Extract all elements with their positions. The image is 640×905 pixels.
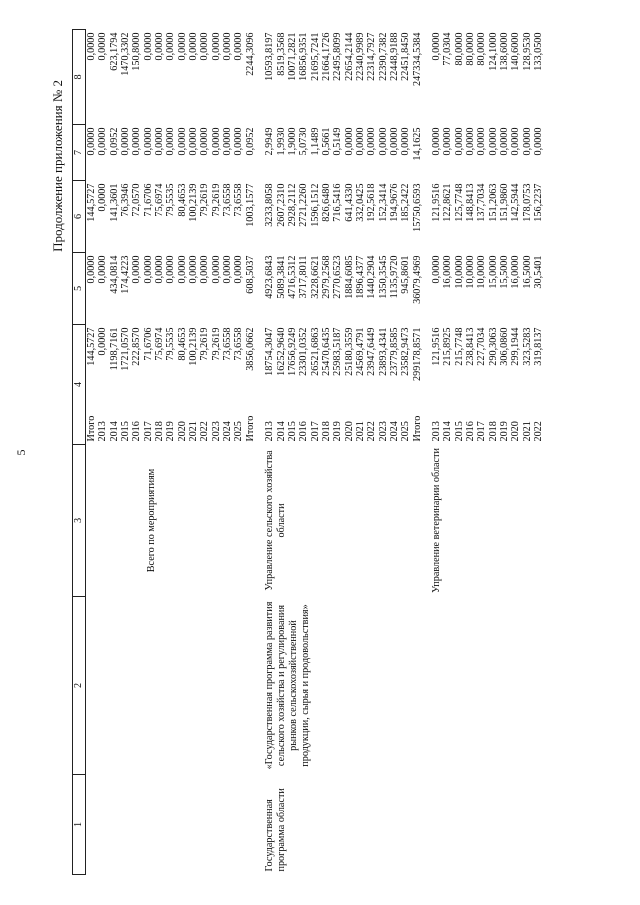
value-cell: 2721,2260 xyxy=(298,183,310,227)
value-cell: 73,6558 xyxy=(222,327,234,361)
value-cell: 80,4653 xyxy=(176,327,188,361)
year-cell: 2018 xyxy=(487,421,499,442)
value-cell: 16252,9640 xyxy=(275,327,287,376)
value-cell: 0,5149 xyxy=(332,127,344,156)
value-cell: 1135,9720 xyxy=(388,255,400,299)
program-name-cell xyxy=(423,597,544,775)
value-cell: 79,5535 xyxy=(165,183,177,217)
value-cell: 36079,4969 xyxy=(411,255,423,304)
value-cell: 0,0000 xyxy=(176,32,188,61)
value-cell: 623,1794 xyxy=(108,32,120,71)
value-cell: 22451,8450 xyxy=(400,32,412,81)
value-cell: 151,2063 xyxy=(487,183,499,222)
value-cell: 100,2139 xyxy=(188,327,200,366)
value-cell: 128,9530 xyxy=(521,32,533,71)
value-cell: 215,7748 xyxy=(453,327,465,366)
value-cell: 22314,7927 xyxy=(366,32,378,81)
value-cell: 1884,6085 xyxy=(343,255,355,299)
value-cell: 15,5000 xyxy=(499,255,511,289)
value-cell: 80,4653 xyxy=(176,183,188,217)
value-cell: 1896,4377 xyxy=(354,255,366,299)
value-cell: 79,5535 xyxy=(165,327,177,361)
value-cell: 0,0000 xyxy=(120,127,132,156)
value-cell: 17656,9249 xyxy=(286,327,298,376)
program-type-cell xyxy=(423,775,544,875)
value-cell: 15750,6593 xyxy=(411,183,423,232)
value-cell: 14,1625 xyxy=(411,127,423,161)
value-cell: 156,2237 xyxy=(533,183,545,222)
value-cell: 0,0000 xyxy=(142,255,154,284)
value-cell: 222,8570 xyxy=(131,327,143,366)
value-cell: 1,1489 xyxy=(309,127,321,156)
appendix-title: Продолжение приложения № 2 xyxy=(50,80,65,252)
value-cell: 0,0000 xyxy=(233,32,245,61)
year-cell: 2015 xyxy=(286,421,298,442)
value-cell: 141,3601 xyxy=(108,183,120,222)
value-cell: 0,0000 xyxy=(154,32,166,61)
year-cell: 2022 xyxy=(533,421,545,442)
value-cell: 0,0000 xyxy=(476,127,488,156)
value-cell: 323,5283 xyxy=(521,327,533,366)
value-cell: 0,0000 xyxy=(199,127,211,156)
year-cell: 2017 xyxy=(476,421,488,442)
value-cell: 10,0000 xyxy=(465,255,476,289)
year-cell: 2023 xyxy=(377,421,389,442)
value-cell: 0,0000 xyxy=(366,127,378,156)
year-cell: 2017 xyxy=(142,421,154,442)
year-cell: 2017 xyxy=(309,421,321,442)
value-cell: 1,9930 xyxy=(275,127,287,156)
value-cell: 0,0000 xyxy=(97,127,109,156)
year-cell: 2016 xyxy=(298,421,310,442)
value-cell: 8519,3568 xyxy=(275,32,287,76)
value-cell: 4923,6843 xyxy=(264,255,276,299)
value-cell: 25180,3559 xyxy=(343,327,355,376)
value-cell: 23582,9473 xyxy=(400,327,412,376)
value-cell: 16856,9351 xyxy=(298,32,310,81)
year-cell: 2013 xyxy=(97,421,109,442)
value-cell: 1350,3545 xyxy=(377,255,389,299)
value-cell: 76,3946 xyxy=(120,183,132,217)
value-cell: 0,0000 xyxy=(487,127,499,156)
value-cell: 247334,5384 xyxy=(411,32,423,86)
year-cell: 2019 xyxy=(499,421,511,442)
value-cell: 121,9516 xyxy=(430,183,442,222)
value-cell: 148,8413 xyxy=(465,183,476,222)
value-cell: 0,0952 xyxy=(108,127,120,156)
value-cell: 0,0000 xyxy=(430,127,442,156)
header-cell: 2 xyxy=(73,597,86,775)
value-cell: 140,6000 xyxy=(510,32,522,71)
year-cell: 2021 xyxy=(354,421,366,442)
value-cell: 79,2619 xyxy=(210,183,222,217)
value-cell: 0,0000 xyxy=(233,255,245,284)
value-cell: 0,0000 xyxy=(533,127,545,156)
year-cell: 2014 xyxy=(108,421,120,442)
value-cell: 0,0000 xyxy=(131,255,143,284)
value-cell: 144,5727 xyxy=(86,327,97,366)
value-cell: 0,0000 xyxy=(222,255,234,284)
value-cell: 1721,0570 xyxy=(120,327,132,371)
value-cell: 24569,4791 xyxy=(354,327,366,376)
value-cell: 5,0730 xyxy=(298,127,310,156)
value-cell: 185,2422 xyxy=(400,183,412,222)
year-cell: 2022 xyxy=(199,421,211,442)
program-name-cell: «Государственная программа развития сельского хозяйства и регулирования рынков сельскохозяйственной продукции, сырья и продовольствия» xyxy=(264,601,312,770)
value-cell: 0,0000 xyxy=(210,127,222,156)
value-cell: 608,5037 xyxy=(244,255,256,294)
value-cell: 826,6480 xyxy=(320,183,332,222)
value-cell: 0,0000 xyxy=(499,127,511,156)
value-cell: 1440,2904 xyxy=(366,255,378,299)
value-cell: 121,9516 xyxy=(430,327,442,366)
year-cell: 2014 xyxy=(275,421,287,442)
value-cell: 434,0814 xyxy=(108,255,120,294)
value-cell: 10,0000 xyxy=(453,255,465,289)
value-cell: 306,0860 xyxy=(499,327,511,366)
value-cell: 0,0000 xyxy=(154,127,166,156)
value-cell: 1,9000 xyxy=(286,127,298,156)
value-cell: 152,3414 xyxy=(377,183,389,222)
value-cell: 0,0000 xyxy=(142,32,154,61)
year-cell: 2021 xyxy=(521,421,533,442)
value-cell: 0,0000 xyxy=(343,127,355,156)
budget-table xyxy=(72,29,544,875)
year-cell: 2014 xyxy=(442,421,454,442)
executor-cell: Всего по мероприятиям xyxy=(146,468,157,573)
value-cell: 80,0000 xyxy=(465,32,476,66)
year-cell: 2020 xyxy=(343,421,355,442)
value-cell: 138,6000 xyxy=(499,32,511,71)
value-cell: 0,5661 xyxy=(320,127,332,156)
value-cell: 0,0000 xyxy=(400,127,412,156)
executor-cell: Управление сельского хозяйства области xyxy=(264,450,288,591)
header-cell: 7 xyxy=(73,125,86,181)
value-cell: 1198,7161 xyxy=(108,327,120,371)
value-cell: 0,0000 xyxy=(97,327,109,356)
value-cell: 144,5727 xyxy=(86,183,97,222)
value-cell: 16,5000 xyxy=(521,255,533,289)
program-type-cell: Государственная программа области xyxy=(264,788,288,872)
value-cell: 22340,9989 xyxy=(354,32,366,81)
value-cell: 133,0500 xyxy=(533,32,545,71)
year-cell: 2023 xyxy=(210,421,222,442)
value-cell: 0,0952 xyxy=(244,127,256,156)
value-cell: 73,6558 xyxy=(222,183,234,217)
year-cell: 2024 xyxy=(388,421,400,442)
value-cell: 23301,0352 xyxy=(298,327,310,376)
value-cell: 0,0000 xyxy=(442,127,454,156)
year-cell: 2018 xyxy=(320,421,332,442)
value-cell: 26521,6863 xyxy=(309,327,321,376)
value-cell: 178,0753 xyxy=(521,183,533,222)
value-cell: 22448,9188 xyxy=(388,32,400,81)
value-cell: 0,0000 xyxy=(97,183,109,212)
value-cell: 299,1944 xyxy=(510,327,522,366)
value-cell: 299178,8571 xyxy=(411,327,423,381)
value-cell: 3856,0662 xyxy=(244,327,256,371)
value-cell: 0,0000 xyxy=(210,32,222,61)
value-cell: 25470,6435 xyxy=(320,327,332,376)
value-cell: 22495,8099 xyxy=(332,32,344,81)
value-cell: 0,0000 xyxy=(86,127,97,156)
value-cell: 0,0000 xyxy=(97,32,109,61)
value-cell: 0,0000 xyxy=(165,255,177,284)
year-cell: 2025 xyxy=(400,421,412,442)
value-cell: 122,8621 xyxy=(442,183,454,222)
value-cell: 80,0000 xyxy=(453,32,465,66)
value-cell: 0,0000 xyxy=(188,32,200,61)
value-cell: 0,0000 xyxy=(188,255,200,284)
year-cell: 2021 xyxy=(188,421,200,442)
value-cell: 10,0000 xyxy=(476,255,488,289)
header-cell: 5 xyxy=(73,253,86,325)
value-cell: 1596,1512 xyxy=(309,183,321,227)
value-cell: 75,6974 xyxy=(154,327,166,361)
year-cell: 2015 xyxy=(453,421,465,442)
value-cell: 0,0000 xyxy=(521,127,533,156)
value-cell: 10071,2821 xyxy=(286,32,298,81)
year-cell: Итого xyxy=(411,415,423,442)
year-cell: 2013 xyxy=(430,421,442,442)
value-cell: 194,9676 xyxy=(388,183,400,222)
value-cell: 0,0000 xyxy=(176,255,188,284)
value-cell: 125,7748 xyxy=(453,183,465,222)
value-cell: 0,0000 xyxy=(86,32,97,61)
value-cell: 30,5401 xyxy=(533,255,545,289)
year-cell: 2020 xyxy=(176,421,188,442)
value-cell: 641,4330 xyxy=(343,183,355,222)
year-cell: 2018 xyxy=(154,421,166,442)
year-cell: 2022 xyxy=(366,421,378,442)
value-cell: 142,5944 xyxy=(510,183,522,222)
value-cell: 22654,2144 xyxy=(343,32,355,81)
value-cell: 238,8413 xyxy=(465,327,476,366)
year-cell: 2013 xyxy=(264,421,276,442)
value-cell: 290,3063 xyxy=(487,327,499,366)
table-row xyxy=(86,30,98,875)
value-cell: 2928,2112 xyxy=(286,183,298,227)
table-row xyxy=(423,30,442,875)
year-cell: Итого xyxy=(244,415,256,442)
value-cell: 2770,6523 xyxy=(332,255,344,299)
value-cell: 0,0000 xyxy=(188,127,200,156)
executor-cell: Управление ветеринарии области xyxy=(430,448,442,594)
value-cell: 332,0425 xyxy=(354,183,366,222)
value-cell: 0,0000 xyxy=(176,127,188,156)
value-cell: 100,2139 xyxy=(188,183,200,222)
value-cell: 16,0000 xyxy=(510,255,522,289)
value-cell: 0,0000 xyxy=(453,127,465,156)
value-cell: 15,0000 xyxy=(487,255,499,289)
value-cell: 0,0000 xyxy=(222,127,234,156)
value-cell: 0,0000 xyxy=(430,255,442,284)
table-body xyxy=(86,30,545,875)
header-row xyxy=(73,30,86,875)
value-cell: 3233,8058 xyxy=(264,183,276,227)
value-cell: 23947,6449 xyxy=(366,327,378,376)
value-cell: 124,1000 xyxy=(487,32,499,71)
value-cell: 0,0000 xyxy=(142,127,154,156)
value-cell: 2,9949 xyxy=(264,127,276,156)
value-cell: 0,0000 xyxy=(131,127,143,156)
value-cell: 192,5618 xyxy=(366,183,378,222)
program-name-cell xyxy=(86,597,257,775)
value-cell: 23893,4341 xyxy=(377,327,389,376)
value-cell: 5089,3841 xyxy=(275,255,287,299)
header-cell: 6 xyxy=(73,181,86,253)
value-cell: 80,0000 xyxy=(476,32,488,66)
value-cell: 0,0000 xyxy=(377,127,389,156)
value-cell: 0,0000 xyxy=(510,127,522,156)
value-cell: 2607,2310 xyxy=(275,183,287,227)
year-cell: 2024 xyxy=(222,421,234,442)
value-cell: 151,9860 xyxy=(499,183,511,222)
year-cell: 2019 xyxy=(332,421,344,442)
value-cell: 79,2619 xyxy=(199,183,211,217)
value-cell: 0,0000 xyxy=(86,255,97,284)
header-cell: 8 xyxy=(73,30,86,125)
value-cell: 137,7034 xyxy=(476,183,488,222)
value-cell: 1003,1577 xyxy=(244,183,256,227)
value-cell: 0,0000 xyxy=(210,255,222,284)
value-cell: 4716,5312 xyxy=(286,255,298,299)
value-cell: 22390,7382 xyxy=(377,32,389,81)
year-cell: 2015 xyxy=(120,421,132,442)
value-cell: 0,0000 xyxy=(430,32,442,61)
value-cell: 73,6558 xyxy=(233,183,245,217)
value-cell: 0,0000 xyxy=(199,255,211,284)
year-cell: 2016 xyxy=(131,421,143,442)
header-cell: 3 xyxy=(73,445,86,597)
value-cell: 3717,8011 xyxy=(298,255,310,299)
value-cell: 23779,8585 xyxy=(388,327,400,376)
value-cell: 716,5416 xyxy=(332,183,344,222)
value-cell: 0,0000 xyxy=(388,127,400,156)
value-cell: 0,0000 xyxy=(165,127,177,156)
value-cell: 0,0000 xyxy=(154,255,166,284)
value-cell: 71,6706 xyxy=(142,327,154,361)
value-cell: 150,8000 xyxy=(131,32,143,71)
value-cell: 174,4223 xyxy=(120,255,132,294)
value-cell: 18754,3047 xyxy=(264,327,276,376)
value-cell: 79,2619 xyxy=(210,327,222,361)
year-cell: 2025 xyxy=(233,421,245,442)
value-cell: 227,7034 xyxy=(476,327,488,366)
value-cell: 1470,3302 xyxy=(120,32,132,76)
value-cell: 0,0000 xyxy=(199,32,211,61)
value-cell: 71,6706 xyxy=(142,183,154,217)
value-cell: 10593,8197 xyxy=(264,32,276,81)
value-cell: 77,0304 xyxy=(442,32,454,66)
value-cell: 25983,5187 xyxy=(332,327,344,376)
value-cell: 0,0000 xyxy=(354,127,366,156)
value-cell: 319,8137 xyxy=(533,327,545,366)
value-cell: 3228,6621 xyxy=(309,255,321,299)
value-cell: 0,0000 xyxy=(465,127,476,156)
value-cell: 215,8925 xyxy=(442,327,454,366)
year-cell: 2016 xyxy=(465,421,476,442)
year-cell: 2019 xyxy=(165,421,177,442)
year-cell: Итого xyxy=(86,415,97,442)
value-cell: 2979,2568 xyxy=(320,255,332,299)
value-cell: 2244,3096 xyxy=(244,32,256,76)
value-cell: 21664,1726 xyxy=(320,32,332,81)
value-cell: 75,6974 xyxy=(154,183,166,217)
value-cell: 945,8601 xyxy=(400,255,412,294)
value-cell: 0,0000 xyxy=(233,127,245,156)
year-cell: 2020 xyxy=(510,421,522,442)
value-cell: 0,0000 xyxy=(97,255,109,284)
header-cell: 4 xyxy=(73,325,86,445)
value-cell: 21695,7241 xyxy=(309,32,321,81)
value-cell: 0,0000 xyxy=(165,32,177,61)
program-type-cell xyxy=(86,775,257,875)
value-cell: 79,2619 xyxy=(199,327,211,361)
value-cell: 73,6558 xyxy=(233,327,245,361)
page-number: 5 xyxy=(14,449,28,456)
value-cell: 16,0000 xyxy=(442,255,454,289)
header-cell: 1 xyxy=(73,775,86,875)
value-cell: 0,0000 xyxy=(222,32,234,61)
value-cell: 72,0570 xyxy=(131,183,143,217)
table-row xyxy=(256,30,275,875)
